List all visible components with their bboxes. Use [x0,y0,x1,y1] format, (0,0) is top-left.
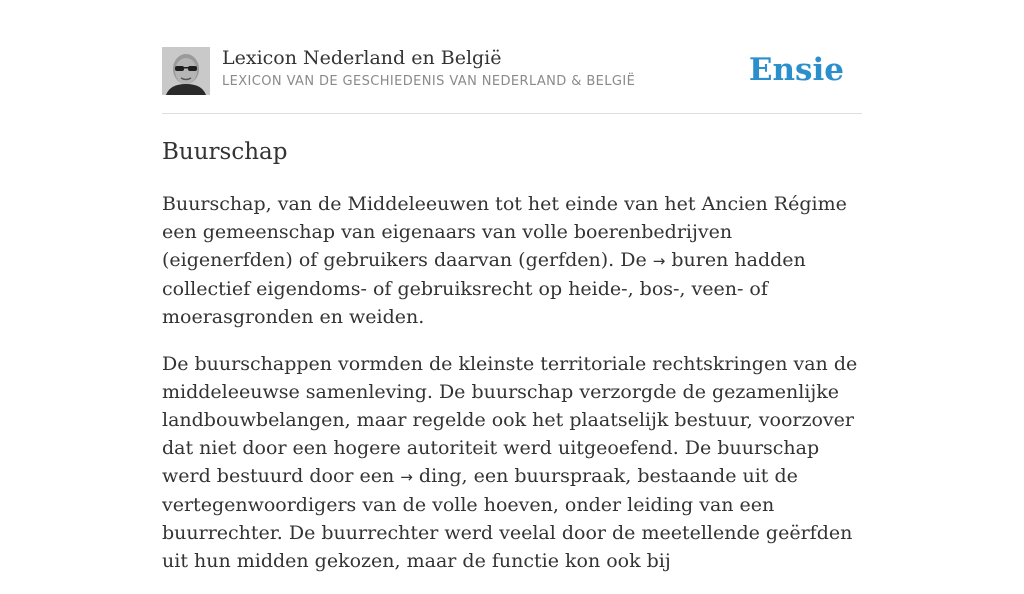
person-with-glasses-avatar-icon [162,47,210,95]
paragraph-2-text-end: , een buurspraak, bestaande uit de vertegenwoordigers van de volle hoeven, onder leiding van een buurrechter. De buurrechter werd veelal door de meetellende geërfden uit hun midden gekozen, maar de functie kon ook bij [162,465,853,572]
arrow-right-icon: → [652,252,666,270]
paragraph-2 [162,350,862,575]
ensie-logo-link[interactable]: Ensie [748,52,844,88]
paragraph-1-text-start: Buurschap, van de Middeleeuwen tot het einde van het Ancien Régime een gemeenschap van eigenaars van volle boerenbedrijven (eigenerfden) of gebruikers daarvan (gerfden). De [162,193,847,271]
arrow-right-icon: → [400,468,413,486]
ref-link-ding[interactable] [400,465,461,487]
author-avatar[interactable] [162,47,210,95]
paragraph-2-text-start: De buurschappen vormden de kleinste territoriale rechtskringen van de middeleeuwse samenleving. De buurschap verzorgde de gezamenlijke landbouwbelangen, maar regelde ook het plaatselijk bestuur, voorzover dat niet door een hogere autoriteit werd uitgeoefend. De buurschap werd bestuurd door een [162,353,858,487]
source-subtitle: LEXICON VAN DE GESCHIEDENIS VAN NEDERLAND & BELGIË [222,74,636,89]
entry-body [162,190,862,594]
source-header [162,46,862,114]
entry-title: Buurschap [162,139,288,165]
paragraph-1-text-end: hadden collectief eigendoms- of gebruiksrecht op heide-, bos-, veen- of moerasgronden en weiden. [162,249,806,328]
ref-link-buren[interactable] [653,249,729,271]
ref-link-label: ding [418,465,462,487]
paragraph-1 [162,190,862,331]
ref-link-label: buren [671,249,729,271]
source-title[interactable]: Lexicon Nederland en België [222,47,502,69]
